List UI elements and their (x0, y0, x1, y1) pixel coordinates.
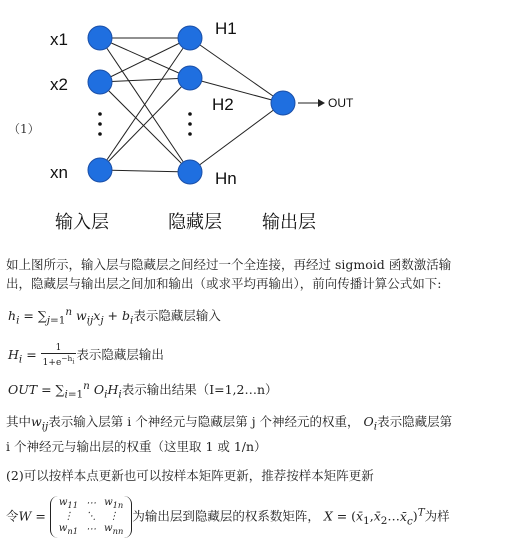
hidden-label-hn: Hn (215, 169, 237, 188)
figure-label: （1） (8, 122, 40, 136)
edge-input2-hidden2 (100, 170, 190, 172)
input-node-0 (88, 26, 112, 50)
output-arrowhead (318, 99, 325, 107)
ellipsis-dot-1-1 (188, 122, 192, 126)
hidden-node-1 (178, 66, 202, 90)
hidden-node-2 (178, 160, 202, 184)
network-edges (100, 38, 283, 172)
edge-hidden0-output (190, 38, 283, 103)
edge-input1-hidden1 (100, 78, 190, 82)
output-label: OUT (328, 96, 354, 110)
equation-hidden-output: $H_i$ = $\frac{1}{1+e^{-h_i}}$ 表示隐藏层输出 (8, 343, 164, 368)
neural-network-diagram (0, 0, 514, 240)
equation-hidden-input-desc: 表示隐藏层输入 (133, 308, 221, 324)
paragraph-weights-line1: 其中$w_{ij}$表示输入层第 i 个神经元与隐藏层第 j 个神经元的权重， $O_i$表示隐藏层第 (6, 414, 453, 433)
paragraph-intro-line2: 出，隐藏层与输出层之间加和输出（或求平均再输出），前向传播计算公式如下: (6, 276, 442, 291)
edge-input1-hidden2 (100, 82, 190, 172)
equation-output: OUT = $\sum_{i=1}^n$ $O_iH_i$表示输出结果（I=1,2…n） (8, 380, 278, 401)
input-label-x1: x1 (50, 30, 68, 49)
paragraph-weights (6, 412, 506, 456)
edge-input2-hidden1 (100, 78, 190, 170)
equation-hidden-input: $h_i = \sum_{j=1}^n$ $w_{ij}x_j + b_i$表示隐藏层输入 (8, 306, 221, 327)
hidden-node-0 (178, 26, 202, 50)
equation-hidden-output-desc: 表示隐藏层输出 (76, 347, 164, 362)
input-label-x2: x2 (50, 75, 68, 94)
edge-hidden2-output (190, 103, 283, 172)
input-node-2 (88, 158, 112, 182)
paragraph-matrix: 令W = $w_{11}$ ⋯ $w_{1n}$ ⋮ ⋱ ⋮ $w_{n1}$ ⋯ $w_{nn}$ 为输出层到隐藏层的权系数矩阵， $X = (x̄_1,x̄_2\dots x̄_c)^T$为样 (6, 497, 450, 536)
edge-input1-hidden0 (100, 38, 190, 82)
paragraph-intro (6, 255, 506, 293)
network-nodes (88, 26, 295, 184)
hidden-label-h1: H1 (215, 19, 237, 38)
paragraph-intro-line1: 如上图所示，输入层与隐藏层之间经过一个全连接，再经过 sigmoid 函数激活输 (6, 257, 452, 272)
equation-output-desc: 表示输出结果（I=1,2…n） (121, 382, 278, 398)
output-node (271, 91, 295, 115)
ellipsis-dot-0-1 (98, 122, 102, 126)
hidden-label-h2: H2 (212, 95, 234, 114)
paragraph-weights-line2: i 个神经元与输出层的权重（这里取 1 或 1/n） (6, 438, 267, 454)
layer-label-output: 输出层 (262, 212, 316, 233)
ellipsis-dot-1-2 (188, 132, 192, 136)
weight-matrix: $w_{11}$ ⋯ $w_{1n}$ ⋮ ⋱ ⋮ $w_{n1}$ ⋯ $w_{nn}$ (50, 496, 133, 538)
ellipsis-dot-0-0 (98, 112, 102, 116)
paragraph-update: (2)可以按样本点更新也可以按样本矩阵更新，推荐按样本矩阵更新 (6, 468, 374, 483)
input-label-xn: xn (50, 163, 68, 182)
ellipsis-dot-1-0 (188, 112, 192, 116)
layer-label-input: 输入层 (55, 212, 109, 233)
layer-label-hidden: 隐藏层 (168, 212, 222, 233)
edge-hidden1-output (190, 78, 283, 103)
input-node-1 (88, 70, 112, 94)
ellipsis-dot-0-2 (98, 132, 102, 136)
